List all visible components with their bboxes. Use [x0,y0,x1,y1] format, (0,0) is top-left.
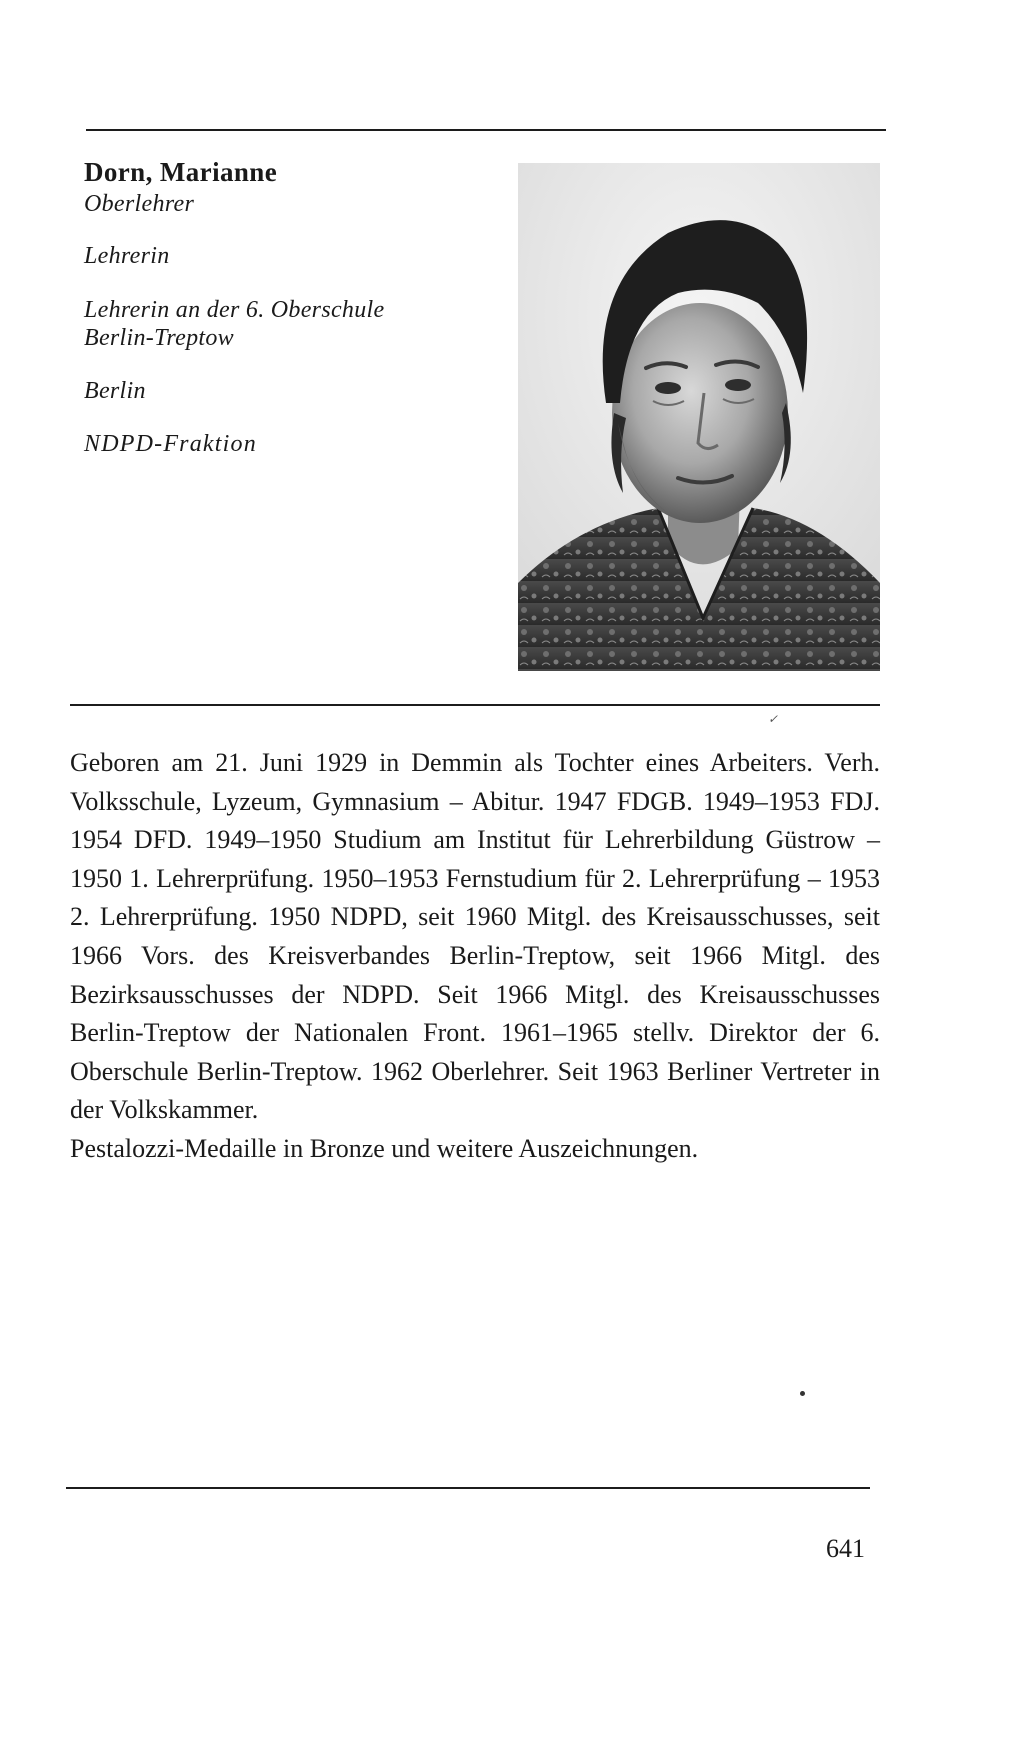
person-workplace-line1: Lehrerin an der 6. Oberschule [84,297,385,323]
entry-header [84,156,504,458]
print-speck [800,1391,805,1396]
print-mark: ✓ [768,712,779,726]
biography-text [70,744,880,1169]
person-rank: Oberlehrer [84,191,195,217]
person-name: Dorn, Marianne [84,157,278,187]
person-faction: NDPD-Fraktion [84,431,257,457]
awards-paragraph: Pestalozzi-Medaille in Bronze und weitere Auszeichnungen. [70,1133,699,1163]
person-workplace-line2: Berlin-Treptow [84,325,234,351]
person-residence: Berlin [84,378,146,404]
page-number: 641 [826,1534,865,1563]
person-profession: Lehrerin [84,243,170,269]
top-rule [86,129,886,131]
biography-paragraph: Geboren am 21. Juni 1929 in Demmin als Tochter eines Arbeiters. Verh. Volksschule, Lyzeum, Gymnasium – Abitur. 1947 FDGB. 1949–1953 FDJ. 1954 DFD. 1949–1950 Studium am Institut für Lehrerbildung Güstrow – 1950 1. Lehrerprüfung. 1950–1953 Fernstudium für 2. Lehrerprüfung – 1953 2. Lehrerprüfung. 1950 NDPD, seit 1960 Mitgl. des Kreisausschusses, seit 1966 Vors. des Kreisverbandes Berlin-Treptow, seit 1966 Mitgl. des Bezirksausschusses der NDPD. Seit 1966 Mitgl. des Kreisausschusses Berlin-Treptow der Nationalen Front. 1961–1965 stellv. Direktor der 6. Oberschule Berlin-Treptow. 1962 Oberlehrer. Seit 1963 Berliner Vertreter in der Volkskammer. [70,748,880,1125]
portrait-photo-icon [518,163,880,671]
bottom-rule [66,1487,870,1489]
middle-rule [70,704,880,706]
